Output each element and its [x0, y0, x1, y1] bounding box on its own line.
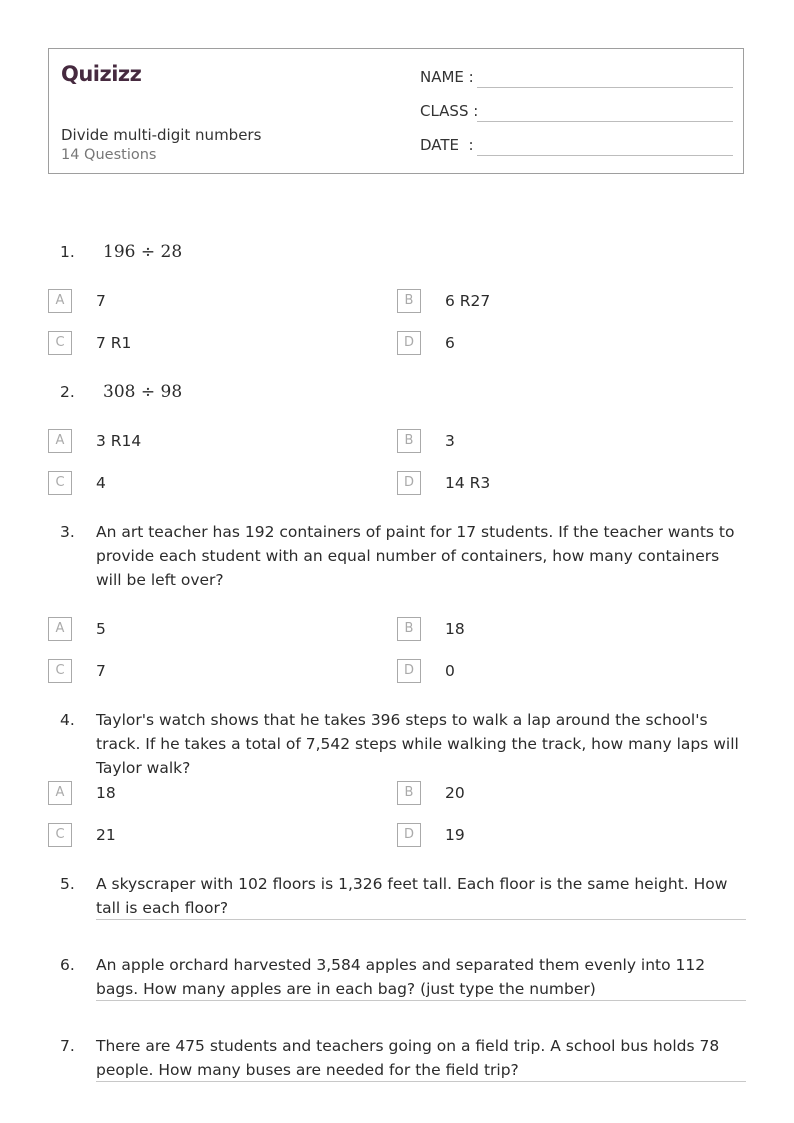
- option-text: 7: [96, 662, 106, 680]
- option-letter-box: B: [397, 781, 421, 805]
- option-letter-box: C: [48, 823, 72, 847]
- option-letter-box: B: [397, 429, 421, 453]
- option-text: 21: [96, 826, 116, 844]
- option-letter-box: A: [48, 781, 72, 805]
- option-text: 5: [96, 620, 106, 638]
- question-text: There are 475 students and teachers going on a field trip. A school bus holds 78 people. How many buses are needed for the field trip?: [96, 1037, 720, 1079]
- option-text: 3 R14: [96, 432, 142, 450]
- question-text: An art teacher has 192 containers of paint for 17 students. If the teacher wants to provide each student with an equal number of containers, how many containers will be left over?: [96, 523, 735, 589]
- name-line[interactable]: [477, 87, 733, 88]
- option-text: 0: [445, 662, 455, 680]
- question-text: Taylor's watch shows that he takes 396 steps to walk a lap around the school's track. If he takes a total of 7,542 steps while walking the track, how many laps will Taylor walk?: [96, 711, 739, 777]
- option-letter-box: D: [397, 471, 421, 495]
- class-field[interactable]: [420, 102, 479, 120]
- question-text: A skyscraper with 102 floors is 1,326 feet tall. Each floor is the same height. How tall is each floor?: [96, 875, 728, 917]
- option-text: 7 R1: [96, 334, 132, 352]
- answer-line[interactable]: [96, 1081, 746, 1082]
- option-letter-box: A: [48, 617, 72, 641]
- option-text: 19: [445, 826, 465, 844]
- option-letter-box: A: [48, 289, 72, 313]
- question-text: 308 ÷ 98: [103, 382, 183, 402]
- svg-text:Quizizz: Quizizz: [61, 62, 142, 86]
- question-text: 196 ÷ 28: [103, 242, 183, 262]
- option-text: 18: [96, 784, 116, 802]
- option-letter-box: D: [397, 823, 421, 847]
- question-number: 2.: [60, 383, 75, 401]
- name-label: NAME :: [420, 68, 474, 86]
- answer-line[interactable]: [96, 1000, 746, 1001]
- option-letter-box: B: [397, 289, 421, 313]
- option-text: 7: [96, 292, 106, 310]
- date-line[interactable]: [477, 155, 733, 156]
- option-letter-box: B: [397, 617, 421, 641]
- option-text: 20: [445, 784, 465, 802]
- answer-line[interactable]: [96, 919, 746, 920]
- option-text: 6: [445, 334, 455, 352]
- question-number: 5.: [60, 875, 75, 893]
- option-text: 4: [96, 474, 106, 492]
- option-letter-box: D: [397, 659, 421, 683]
- option-letter-box: C: [48, 331, 72, 355]
- worksheet-header: [48, 48, 744, 174]
- name-field[interactable]: [420, 68, 476, 86]
- date-field[interactable]: [420, 136, 476, 154]
- class-line[interactable]: [477, 121, 733, 122]
- question-count: 14 Questions: [61, 147, 157, 163]
- question-number: 3.: [60, 523, 75, 541]
- question-text: An apple orchard harvested 3,584 apples and separated them evenly into 112 bags. How many apples are in each bag? (just type the number): [96, 956, 706, 998]
- option-letter-box: C: [48, 659, 72, 683]
- option-letter-box: D: [397, 331, 421, 355]
- class-label: CLASS :: [420, 102, 479, 120]
- date-label: DATE :: [420, 136, 474, 154]
- option-letter-box: C: [48, 471, 72, 495]
- option-letter-box: A: [48, 429, 72, 453]
- worksheet-title: Divide multi-digit numbers: [61, 126, 262, 144]
- question-number: 4.: [60, 711, 75, 729]
- quizizz-logo: [61, 60, 151, 86]
- option-text: 14 R3: [445, 474, 491, 492]
- option-text: 3: [445, 432, 455, 450]
- question-number: 7.: [60, 1037, 75, 1055]
- option-text: 18: [445, 620, 465, 638]
- question-number: 1.: [60, 243, 75, 261]
- question-number: 6.: [60, 956, 75, 974]
- option-text: 6 R27: [445, 292, 491, 310]
